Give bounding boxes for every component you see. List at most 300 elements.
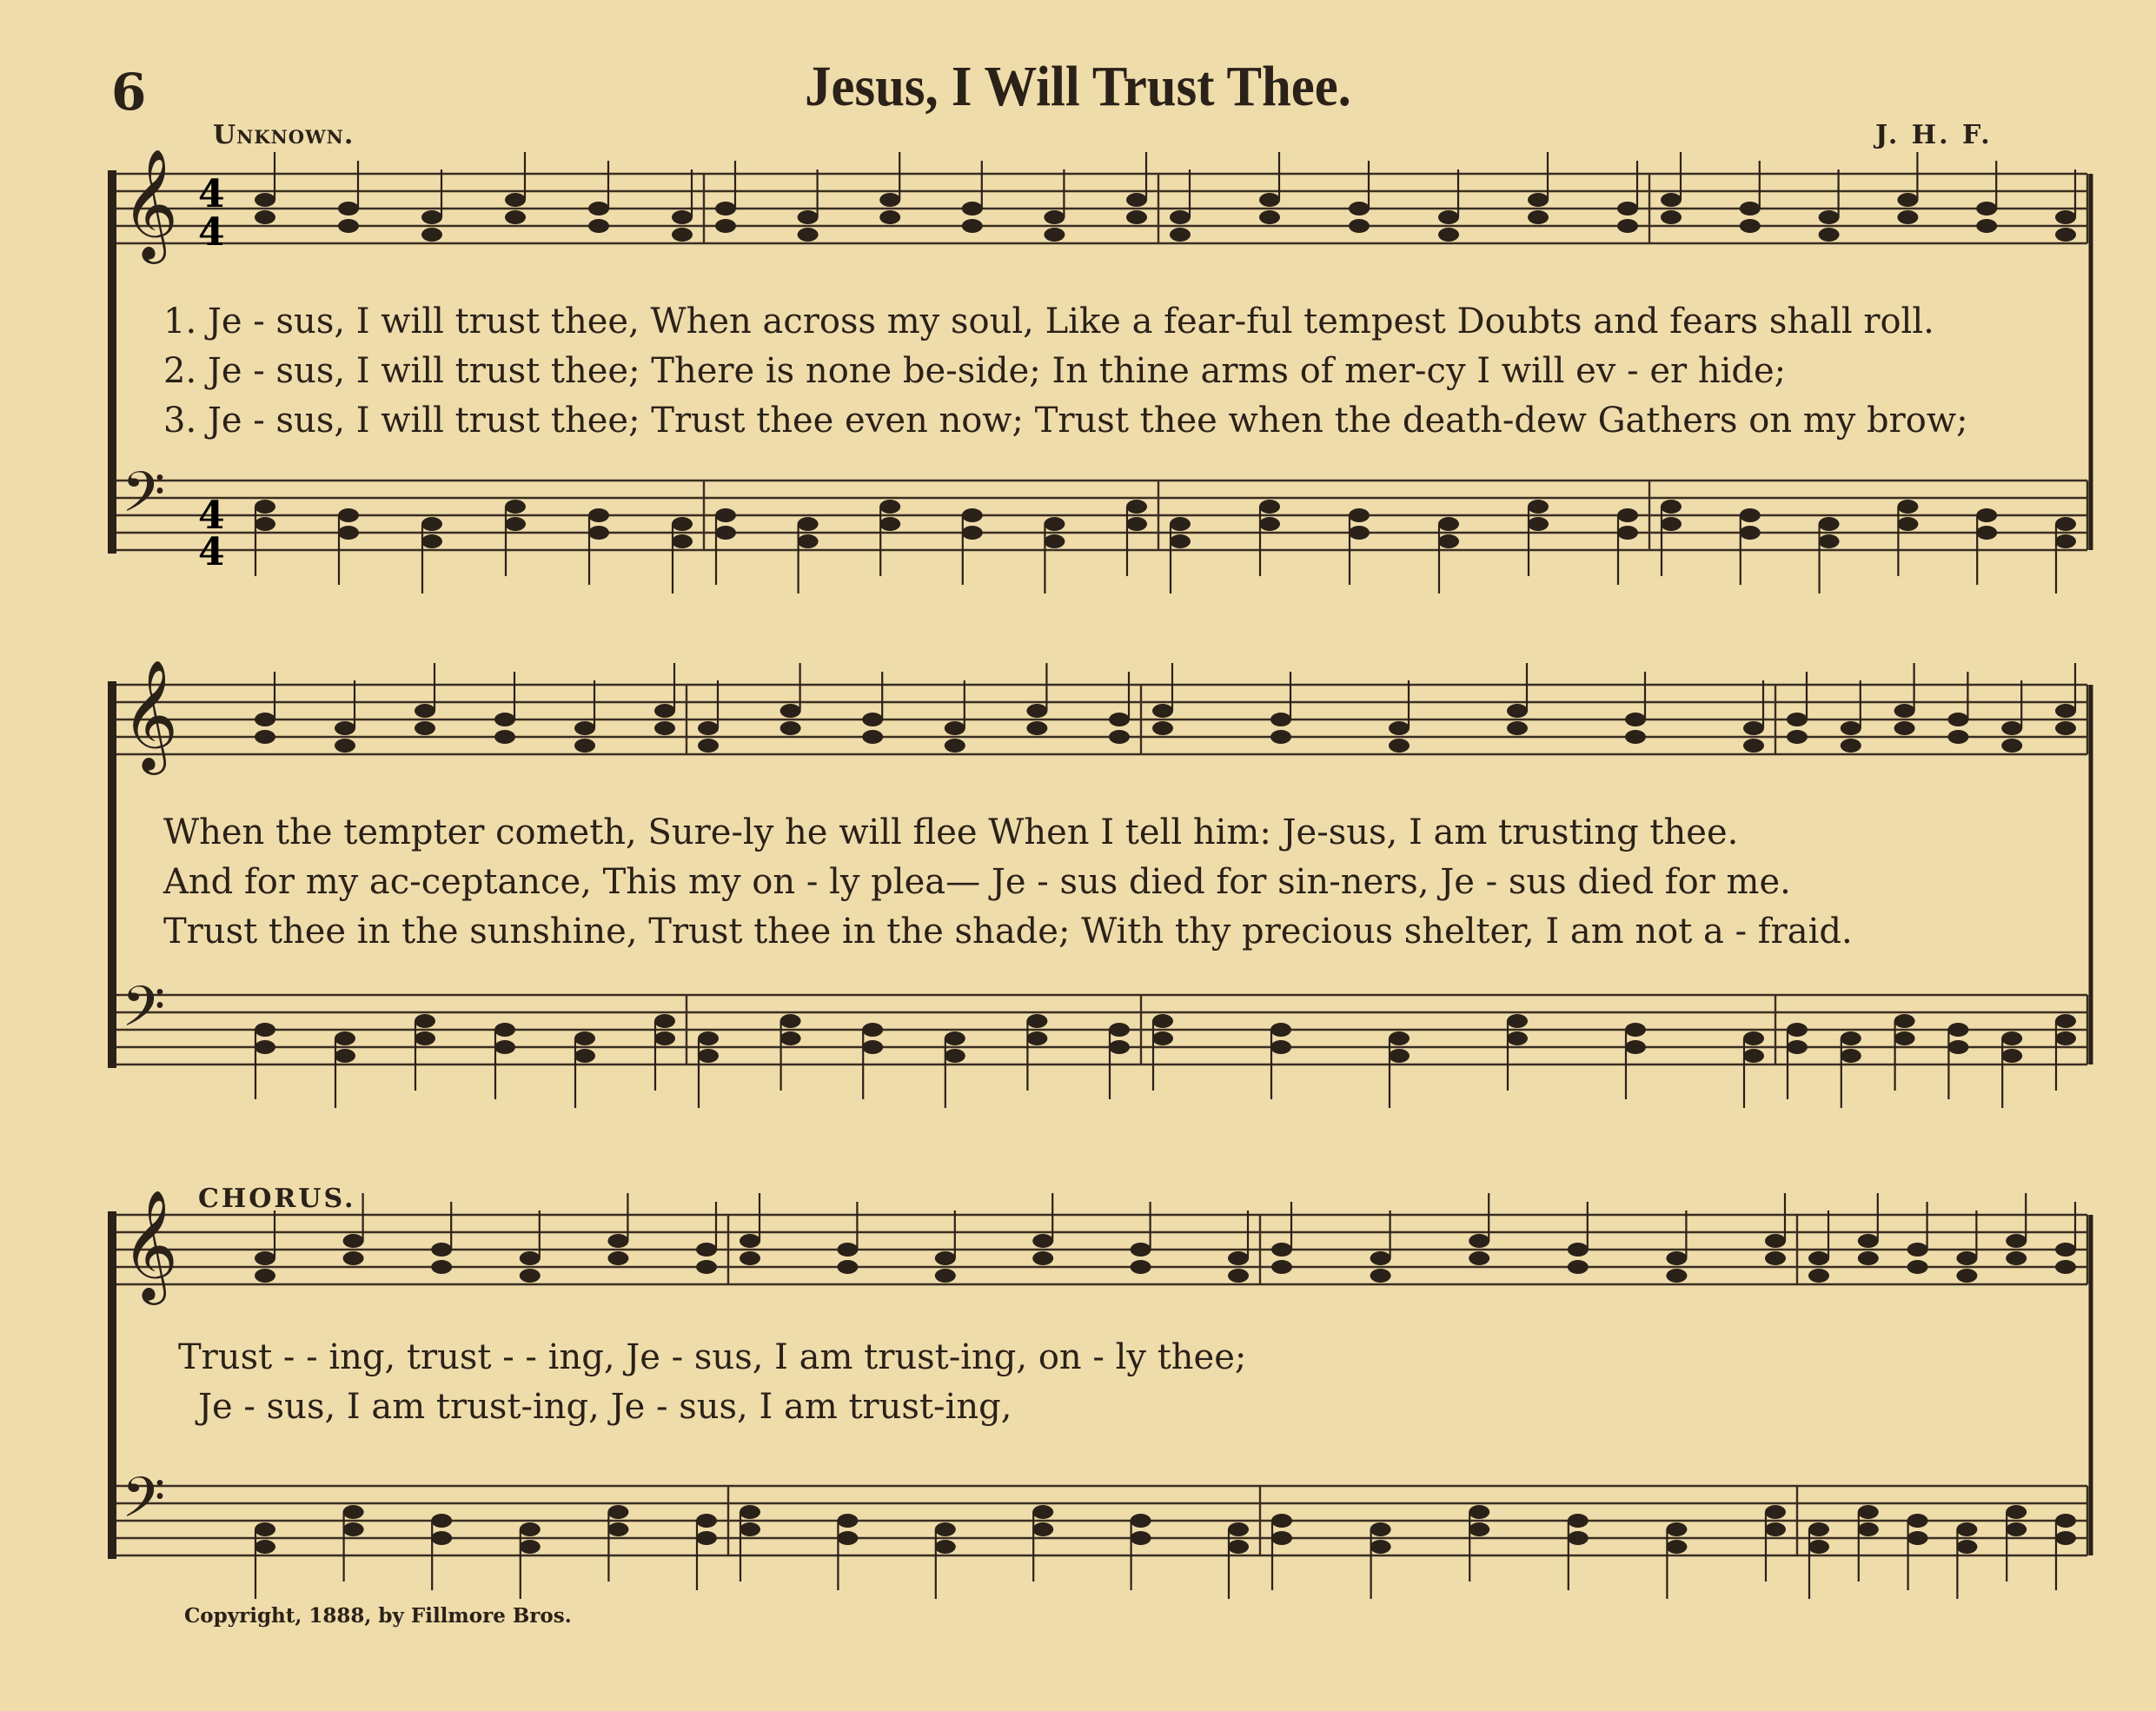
note-head bbox=[343, 1251, 364, 1265]
page-number: 6 bbox=[111, 63, 147, 122]
note-head bbox=[1661, 193, 1682, 207]
note-head bbox=[1956, 1251, 1977, 1265]
note-head bbox=[1743, 1031, 1764, 1045]
note-head bbox=[1894, 704, 1915, 718]
note-head bbox=[1026, 1014, 1047, 1028]
note-head bbox=[798, 210, 819, 224]
note-head bbox=[1032, 1522, 1053, 1536]
note-head bbox=[335, 1049, 355, 1063]
note-head bbox=[1740, 508, 1761, 522]
note-head bbox=[1907, 1243, 1928, 1257]
note-head bbox=[945, 1031, 965, 1045]
note-head bbox=[1740, 202, 1761, 216]
note-head bbox=[1528, 517, 1549, 531]
note-head bbox=[494, 713, 515, 726]
note-head bbox=[588, 508, 609, 522]
note-head bbox=[672, 534, 693, 548]
note-head bbox=[1743, 721, 1764, 735]
note-head bbox=[1956, 1269, 1977, 1283]
note-head bbox=[1787, 1023, 1808, 1037]
note-head bbox=[935, 1269, 956, 1283]
system-bracket bbox=[108, 1211, 116, 1559]
note-head bbox=[607, 1234, 628, 1248]
note-head bbox=[335, 721, 355, 735]
note-head bbox=[1858, 1505, 1879, 1519]
note-head bbox=[574, 1031, 595, 1045]
note-head bbox=[505, 193, 526, 207]
note-head bbox=[1897, 500, 1918, 514]
note-head bbox=[945, 721, 965, 735]
note-head bbox=[698, 739, 719, 753]
time-signature-bottom: 4 bbox=[198, 210, 225, 255]
note-head bbox=[2006, 1251, 2027, 1265]
note-head bbox=[588, 526, 609, 540]
note-head bbox=[421, 534, 442, 548]
note-head bbox=[1170, 517, 1191, 531]
note-head bbox=[1131, 1514, 1151, 1528]
treble-clef-icon: 𝄞 bbox=[122, 148, 179, 259]
note-head bbox=[1126, 500, 1147, 514]
note-head bbox=[1661, 500, 1682, 514]
note-head bbox=[607, 1505, 628, 1519]
note-head bbox=[494, 1023, 515, 1037]
note-head bbox=[2055, 1260, 2076, 1274]
note-head bbox=[696, 1243, 717, 1257]
note-head bbox=[780, 1014, 801, 1028]
bass-clef-icon: 𝄢 bbox=[122, 975, 166, 1053]
note-head bbox=[1765, 1234, 1786, 1248]
note-head bbox=[962, 508, 983, 522]
note-head bbox=[1109, 730, 1130, 744]
note-head bbox=[255, 1269, 275, 1283]
note-head bbox=[1126, 210, 1147, 224]
verse-1-line-1: 1. Je - sus, I will trust thee, When across my soul, Like a fear-ful tempest Doubts and fears shall roll. bbox=[163, 302, 1934, 342]
note-head bbox=[1568, 1531, 1589, 1545]
note-head bbox=[431, 1514, 452, 1528]
note-head bbox=[431, 1531, 452, 1545]
note-head bbox=[1044, 534, 1065, 548]
note-head bbox=[415, 704, 435, 718]
note-head bbox=[1894, 721, 1915, 735]
note-head bbox=[672, 228, 693, 242]
note-head bbox=[1625, 730, 1646, 744]
note-head bbox=[1897, 210, 1918, 224]
note-head bbox=[654, 1031, 675, 1045]
bass-clef-icon: 𝄢 bbox=[122, 461, 166, 539]
note-head bbox=[1469, 1251, 1489, 1265]
note-head bbox=[1765, 1522, 1786, 1536]
note-head bbox=[740, 1234, 760, 1248]
note-head bbox=[1032, 1505, 1053, 1519]
note-head bbox=[343, 1505, 364, 1519]
note-head bbox=[1568, 1514, 1589, 1528]
note-head bbox=[1743, 739, 1764, 753]
note-head bbox=[1131, 1260, 1151, 1274]
note-head bbox=[780, 721, 801, 735]
note-head bbox=[1131, 1243, 1151, 1257]
note-head bbox=[255, 730, 275, 744]
note-head bbox=[698, 1049, 719, 1063]
note-head bbox=[1507, 704, 1528, 718]
note-head bbox=[1897, 193, 1918, 207]
note-head bbox=[255, 500, 275, 514]
note-head bbox=[574, 1049, 595, 1063]
composer-credit: J. H. F. bbox=[1875, 120, 1993, 150]
note-head bbox=[1044, 228, 1065, 242]
note-head bbox=[1841, 721, 1861, 735]
note-head bbox=[654, 1014, 675, 1028]
bass-time-signature-top: 4 bbox=[198, 494, 225, 538]
note-head bbox=[1228, 1522, 1249, 1536]
note-head bbox=[1956, 1522, 1977, 1536]
note-head bbox=[1438, 517, 1459, 531]
note-head bbox=[2055, 517, 2076, 531]
note-head bbox=[1528, 500, 1549, 514]
note-head bbox=[520, 1251, 541, 1265]
note-head bbox=[935, 1251, 956, 1265]
note-head bbox=[1947, 1023, 1968, 1037]
note-head bbox=[574, 739, 595, 753]
note-head bbox=[715, 508, 736, 522]
note-head bbox=[1740, 526, 1761, 540]
note-head bbox=[415, 1014, 435, 1028]
note-head bbox=[935, 1540, 956, 1554]
note-head bbox=[505, 517, 526, 531]
note-head bbox=[421, 517, 442, 531]
chorus-label: CHORUS. bbox=[198, 1184, 356, 1214]
note-head bbox=[494, 730, 515, 744]
note-head bbox=[1170, 210, 1191, 224]
note-head bbox=[1349, 219, 1370, 233]
note-head bbox=[1625, 713, 1646, 726]
note-head bbox=[962, 219, 983, 233]
note-head bbox=[1270, 730, 1291, 744]
note-head bbox=[935, 1522, 956, 1536]
bass-clef-icon: 𝄢 bbox=[122, 1466, 166, 1544]
verse-1-line-2: When the tempter cometh, Sure-ly he will flee When I tell him: Je-sus, I am trusting thee. bbox=[163, 812, 1739, 852]
note-head bbox=[421, 210, 442, 224]
note-head bbox=[862, 730, 883, 744]
note-head bbox=[1271, 1514, 1292, 1528]
treble-clef-icon: 𝄞 bbox=[122, 659, 179, 770]
copyright-notice: Copyright, 1888, by Fillmore Bros. bbox=[184, 1604, 572, 1628]
note-head bbox=[343, 1522, 364, 1536]
note-head bbox=[1947, 730, 1968, 744]
verse-3-line-2: Trust thee in the sunshine, Trust thee in the shade; With thy precious shelter, I am not a - fraid. bbox=[163, 912, 1853, 952]
note-head bbox=[837, 1260, 858, 1274]
note-head bbox=[1661, 517, 1682, 531]
note-head bbox=[1109, 1023, 1130, 1037]
note-head bbox=[1370, 1269, 1391, 1283]
note-head bbox=[1349, 508, 1370, 522]
note-head bbox=[1787, 713, 1808, 726]
note-head bbox=[1858, 1251, 1879, 1265]
note-head bbox=[1787, 1040, 1808, 1054]
note-head bbox=[1126, 193, 1147, 207]
note-head bbox=[2055, 210, 2076, 224]
note-head bbox=[698, 1031, 719, 1045]
note-head bbox=[338, 526, 359, 540]
note-head bbox=[1507, 721, 1528, 735]
note-head bbox=[1259, 210, 1280, 224]
note-head bbox=[879, 500, 900, 514]
note-head bbox=[1270, 1023, 1291, 1037]
note-head bbox=[255, 713, 275, 726]
note-head bbox=[1787, 730, 1808, 744]
note-head bbox=[1976, 526, 1997, 540]
hymn-title: Jesus, I Will Trust Thee. bbox=[805, 55, 1351, 118]
note-head bbox=[696, 1260, 717, 1274]
author-credit: Unknown. bbox=[213, 120, 355, 150]
note-head bbox=[1389, 739, 1410, 753]
note-head bbox=[1126, 517, 1147, 531]
note-head bbox=[962, 202, 983, 216]
note-head bbox=[588, 202, 609, 216]
note-head bbox=[1044, 517, 1065, 531]
note-head bbox=[1026, 721, 1047, 735]
note-head bbox=[862, 1023, 883, 1037]
note-head bbox=[862, 713, 883, 726]
note-head bbox=[1740, 219, 1761, 233]
note-head bbox=[962, 526, 983, 540]
note-head bbox=[1808, 1251, 1829, 1265]
note-head bbox=[255, 1040, 275, 1054]
note-head bbox=[1438, 210, 1459, 224]
note-head bbox=[1568, 1260, 1589, 1274]
note-head bbox=[2001, 739, 2022, 753]
note-head bbox=[798, 228, 819, 242]
note-head bbox=[1259, 500, 1280, 514]
chorus-line-2: Je - sus, I am trust-ing, Je - sus, I am trust-ing, bbox=[198, 1387, 1012, 1427]
note-head bbox=[696, 1531, 717, 1545]
note-head bbox=[520, 1269, 541, 1283]
chorus-line-1: Trust - - ing, trust - - ing, Je - sus, I am trust-ing, on - ly thee; bbox=[178, 1337, 1247, 1377]
note-head bbox=[1270, 713, 1291, 726]
note-head bbox=[415, 1031, 435, 1045]
note-head bbox=[1271, 1243, 1292, 1257]
note-head bbox=[1841, 1031, 1861, 1045]
note-head bbox=[1228, 1269, 1249, 1283]
note-head bbox=[740, 1505, 760, 1519]
note-head bbox=[338, 202, 359, 216]
note-head bbox=[1389, 1031, 1410, 1045]
note-head bbox=[1109, 1040, 1130, 1054]
note-head bbox=[255, 1522, 275, 1536]
note-head bbox=[654, 704, 675, 718]
note-head bbox=[1666, 1269, 1687, 1283]
note-head bbox=[862, 1040, 883, 1054]
note-head bbox=[2055, 1243, 2076, 1257]
note-head bbox=[1131, 1531, 1151, 1545]
note-head bbox=[1389, 1049, 1410, 1063]
note-head bbox=[1349, 202, 1370, 216]
note-head bbox=[696, 1514, 717, 1528]
note-head bbox=[1947, 1040, 1968, 1054]
note-head bbox=[740, 1251, 760, 1265]
note-head bbox=[415, 721, 435, 735]
note-head bbox=[1666, 1251, 1687, 1265]
note-head bbox=[1032, 1234, 1053, 1248]
note-head bbox=[780, 704, 801, 718]
note-head bbox=[2001, 1049, 2022, 1063]
note-head bbox=[715, 219, 736, 233]
note-head bbox=[2001, 721, 2022, 735]
note-head bbox=[798, 517, 819, 531]
note-head bbox=[1370, 1251, 1391, 1265]
note-head bbox=[1026, 704, 1047, 718]
note-head bbox=[1765, 1251, 1786, 1265]
note-head bbox=[1907, 1514, 1928, 1528]
note-head bbox=[1666, 1540, 1687, 1554]
note-head bbox=[2055, 228, 2076, 242]
system-bracket bbox=[108, 170, 116, 554]
note-head bbox=[1841, 1049, 1861, 1063]
note-head bbox=[2001, 1031, 2022, 1045]
note-head bbox=[2006, 1522, 2027, 1536]
note-head bbox=[2055, 1031, 2076, 1045]
note-head bbox=[1370, 1540, 1391, 1554]
note-head bbox=[1259, 517, 1280, 531]
note-head bbox=[1152, 721, 1173, 735]
note-head bbox=[1271, 1531, 1292, 1545]
note-head bbox=[255, 193, 275, 207]
note-head bbox=[1469, 1522, 1489, 1536]
note-head bbox=[780, 1031, 801, 1045]
note-head bbox=[1026, 1031, 1047, 1045]
note-head bbox=[2055, 704, 2076, 718]
note-head bbox=[1819, 534, 1840, 548]
note-head bbox=[1507, 1014, 1528, 1028]
note-head bbox=[1808, 1269, 1829, 1283]
note-head bbox=[1044, 210, 1065, 224]
verse-2-line-2: And for my ac-ceptance, This my on - ly plea— Je - sus died for sin-ners, Je - sus died for me. bbox=[163, 862, 1791, 902]
note-head bbox=[338, 219, 359, 233]
note-head bbox=[945, 1049, 965, 1063]
note-head bbox=[1469, 1234, 1489, 1248]
note-head bbox=[1907, 1531, 1928, 1545]
note-head bbox=[1617, 508, 1638, 522]
note-head bbox=[1507, 1031, 1528, 1045]
note-head bbox=[1841, 739, 1861, 753]
note-head bbox=[1956, 1540, 1977, 1554]
note-head bbox=[2055, 1514, 2076, 1528]
note-head bbox=[505, 210, 526, 224]
note-head bbox=[672, 517, 693, 531]
time-signature-top: 4 bbox=[198, 172, 225, 216]
note-head bbox=[1109, 713, 1130, 726]
note-head bbox=[698, 721, 719, 735]
note-head bbox=[1666, 1522, 1687, 1536]
note-head bbox=[1894, 1031, 1915, 1045]
note-head bbox=[1625, 1040, 1646, 1054]
note-head bbox=[2055, 534, 2076, 548]
note-head bbox=[879, 517, 900, 531]
note-head bbox=[588, 219, 609, 233]
note-head bbox=[1170, 228, 1191, 242]
note-head bbox=[1907, 1260, 1928, 1274]
note-head bbox=[1438, 228, 1459, 242]
note-head bbox=[1765, 1505, 1786, 1519]
note-head bbox=[1625, 1023, 1646, 1037]
verse-3-line-1: 3. Je - sus, I will trust thee; Trust thee even now; Trust thee when the death-dew Gathers on my brow; bbox=[163, 401, 1968, 441]
note-head bbox=[1947, 713, 1968, 726]
note-head bbox=[837, 1514, 858, 1528]
note-head bbox=[1858, 1522, 1879, 1536]
note-head bbox=[837, 1531, 858, 1545]
treble-clef-icon: 𝄞 bbox=[122, 1189, 179, 1300]
note-head bbox=[607, 1251, 628, 1265]
note-head bbox=[1389, 721, 1410, 735]
note-head bbox=[1170, 534, 1191, 548]
note-head bbox=[1349, 526, 1370, 540]
note-head bbox=[505, 500, 526, 514]
note-head bbox=[740, 1522, 760, 1536]
note-head bbox=[1897, 517, 1918, 531]
note-head bbox=[1976, 202, 1997, 216]
note-head bbox=[1617, 526, 1638, 540]
note-head bbox=[1259, 193, 1280, 207]
note-head bbox=[1228, 1251, 1249, 1265]
note-head bbox=[1743, 1049, 1764, 1063]
note-head bbox=[1858, 1234, 1879, 1248]
note-head bbox=[2006, 1234, 2027, 1248]
note-head bbox=[1617, 219, 1638, 233]
note-head bbox=[1228, 1540, 1249, 1554]
note-head bbox=[520, 1522, 541, 1536]
note-head bbox=[1152, 1031, 1173, 1045]
note-head bbox=[1976, 508, 1997, 522]
note-head bbox=[2055, 1531, 2076, 1545]
note-head bbox=[255, 210, 275, 224]
note-head bbox=[672, 210, 693, 224]
bass-time-signature-bottom: 4 bbox=[198, 530, 225, 574]
note-head bbox=[520, 1540, 541, 1554]
note-head bbox=[335, 739, 355, 753]
system-bracket bbox=[108, 681, 116, 1068]
note-head bbox=[2006, 1505, 2027, 1519]
note-head bbox=[1152, 704, 1173, 718]
note-head bbox=[1819, 210, 1840, 224]
note-head bbox=[1819, 517, 1840, 531]
note-head bbox=[1528, 193, 1549, 207]
note-head bbox=[1528, 210, 1549, 224]
note-head bbox=[494, 1040, 515, 1054]
note-head bbox=[2055, 1014, 2076, 1028]
note-head bbox=[1568, 1243, 1589, 1257]
note-head bbox=[1438, 534, 1459, 548]
note-head bbox=[338, 508, 359, 522]
note-head bbox=[1819, 228, 1840, 242]
note-head bbox=[2055, 721, 2076, 735]
note-head bbox=[1271, 1260, 1292, 1274]
note-head bbox=[421, 228, 442, 242]
note-head bbox=[715, 202, 736, 216]
note-head bbox=[1894, 1014, 1915, 1028]
note-head bbox=[1152, 1014, 1173, 1028]
note-head bbox=[255, 517, 275, 531]
note-head bbox=[431, 1243, 452, 1257]
note-head bbox=[879, 210, 900, 224]
note-head bbox=[1661, 210, 1682, 224]
note-head bbox=[335, 1031, 355, 1045]
note-head bbox=[879, 193, 900, 207]
note-head bbox=[431, 1260, 452, 1274]
note-head bbox=[1976, 219, 1997, 233]
note-head bbox=[837, 1243, 858, 1257]
note-head bbox=[1808, 1540, 1829, 1554]
note-head bbox=[1270, 1040, 1291, 1054]
note-head bbox=[255, 1023, 275, 1037]
